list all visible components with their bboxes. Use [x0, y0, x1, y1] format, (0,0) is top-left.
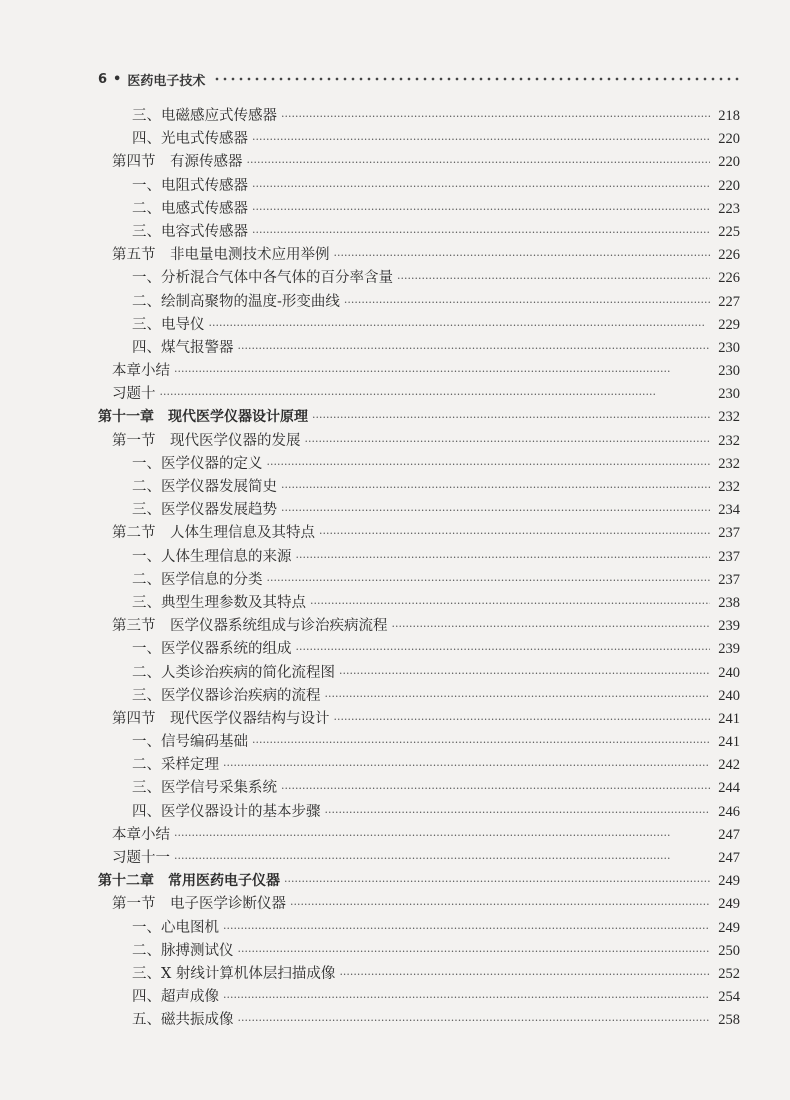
- toc-entry-page: 241: [718, 734, 740, 751]
- toc-entry-page: 232: [718, 455, 740, 472]
- header-dot-leader: [213, 77, 740, 81]
- dot-leader: [252, 221, 710, 244]
- dot-leader: [247, 151, 711, 174]
- toc-subsection-entry: [98, 198, 740, 221]
- toc-entry-page: 226: [718, 247, 740, 264]
- toc-entry-label: 第十一章 现代医学仪器设计原理: [98, 409, 308, 426]
- toc-entry-label: 二、人类诊治疾病的简化流程图: [132, 664, 335, 681]
- toc-entry-page: 247: [718, 850, 740, 866]
- toc-subsection-entry: [98, 476, 740, 499]
- toc-entry-label: 三、X 射线计算机体层扫描成像: [132, 965, 336, 982]
- toc-entry-label: 二、医学信息的分类: [132, 571, 263, 588]
- dot-leader: [339, 963, 710, 986]
- toc-subsection-entry: [98, 685, 740, 708]
- toc-subsection-entry: [98, 731, 740, 754]
- toc-section-entry: [98, 360, 740, 383]
- toc-subsection-entry: [98, 592, 740, 615]
- toc-subsection-entry: [98, 546, 740, 569]
- toc-entry-label: 四、煤气报警器: [132, 339, 234, 356]
- toc-subsection-entry: [98, 1009, 740, 1032]
- toc-entry-page: 258: [718, 1012, 740, 1029]
- toc-entry-page: 220: [718, 177, 740, 194]
- toc-entry-label: 二、采样定理: [132, 757, 219, 774]
- dot-leader: [319, 522, 710, 545]
- dot-leader: [174, 360, 710, 383]
- toc-entry-label: 一、信号编码基础: [132, 734, 248, 751]
- dot-leader: [339, 662, 710, 685]
- toc-entry-page: 238: [718, 594, 740, 611]
- toc-entry-page: 241: [718, 710, 740, 727]
- toc-subsection-entry: [98, 777, 740, 800]
- toc-entry-label: 本章小结: [112, 826, 170, 843]
- table-of-contents: [98, 105, 740, 1033]
- toc-entry-label: 一、人体生理信息的来源: [132, 548, 292, 565]
- dot-leader: [281, 105, 710, 128]
- toc-entry-label: 第四节 有源传感器: [112, 154, 243, 171]
- toc-entry-page: 246: [718, 803, 740, 820]
- toc-entry-page: 230: [718, 386, 740, 403]
- dot-leader: [344, 291, 710, 314]
- toc-section-entry: [98, 383, 740, 406]
- toc-entry-label: 二、医学仪器发展简史: [132, 479, 277, 495]
- toc-subsection-entry: [98, 986, 740, 1009]
- toc-entry-label: 三、医学仪器诊治疾病的流程: [132, 687, 321, 704]
- toc-subsection-entry: [98, 499, 740, 522]
- toc-entry-label: 一、心电图机: [132, 919, 219, 936]
- toc-entry-label: 第一节 现代医学仪器的发展: [112, 432, 301, 449]
- toc-section-entry: [98, 847, 740, 870]
- toc-entry-page: 240: [718, 687, 740, 704]
- dot-leader: [238, 337, 711, 360]
- toc-entry-page: 223: [718, 200, 740, 217]
- toc-entry-page: 229: [718, 316, 740, 333]
- toc-entry-label: 一、分析混合气体中各气体的百分率含量: [132, 270, 393, 287]
- toc-entry-page: 225: [718, 223, 740, 240]
- toc-subsection-entry: [98, 175, 740, 198]
- toc-entry-label: 第五节 非电量电测技术应用举例: [112, 247, 330, 264]
- dot-leader: [174, 824, 710, 847]
- toc-entry-label: 三、电磁感应式传感器: [132, 108, 277, 124]
- dot-leader: [252, 175, 710, 198]
- toc-entry-label: 二、电感式传感器: [132, 200, 248, 217]
- toc-subsection-entry: [98, 940, 740, 963]
- dot-leader: [281, 476, 710, 499]
- toc-entry-label: 一、电阻式传感器: [132, 177, 248, 194]
- toc-entry-page: 230: [718, 339, 740, 356]
- toc-section-entry: [98, 708, 740, 731]
- dot-leader: [252, 128, 710, 151]
- toc-subsection-entry: [98, 662, 740, 685]
- dot-leader: [281, 777, 710, 800]
- toc-subsection-entry: [98, 314, 740, 337]
- dot-leader: [397, 267, 710, 290]
- toc-subsection-entry: [98, 801, 740, 824]
- toc-entry-label: 第二节 人体生理信息及其特点: [112, 525, 315, 542]
- toc-entry-page: 239: [718, 618, 740, 635]
- toc-subsection-entry: [98, 128, 740, 151]
- toc-subsection-entry: [98, 291, 740, 314]
- toc-entry-page: 237: [718, 548, 740, 565]
- toc-entry-page: 242: [718, 757, 740, 774]
- toc-entry-label: 第十二章 常用医药电子仪器: [98, 873, 280, 890]
- toc-entry-label: 二、绘制高聚物的温度-形变曲线: [132, 293, 340, 310]
- dot-leader: [325, 685, 711, 708]
- toc-entry-page: 232: [718, 432, 740, 449]
- dot-leader: [325, 801, 711, 824]
- toc-section-entry: [98, 430, 740, 453]
- dot-leader: [290, 893, 710, 916]
- toc-entry-label: 三、典型生理参数及其特点: [132, 594, 306, 611]
- toc-entry-label: 第三节 医学仪器系统组成与诊治疾病流程: [112, 618, 388, 635]
- dot-leader: [223, 754, 710, 777]
- toc-entry-page: 244: [718, 780, 740, 797]
- toc-subsection-entry: [98, 453, 740, 476]
- toc-subsection-entry: [98, 917, 740, 940]
- dot-leader: [312, 406, 710, 429]
- dot-leader: [209, 314, 711, 337]
- toc-entry-label: 第一节 电子医学诊断仪器: [112, 896, 286, 913]
- toc-entry-page: 220: [718, 131, 740, 148]
- toc-entry-page: 218: [718, 108, 740, 124]
- toc-entry-label: 四、超声成像: [132, 989, 219, 1006]
- page-number: 6: [98, 71, 108, 87]
- toc-entry-page: 232: [718, 409, 740, 426]
- toc-entry-page: 240: [718, 664, 740, 681]
- toc-entry-page: 247: [718, 826, 740, 843]
- toc-subsection-entry: [98, 638, 740, 661]
- dot-leader: [310, 592, 710, 615]
- toc-section-entry: [98, 615, 740, 638]
- toc-section-entry: [98, 893, 740, 916]
- dot-leader: [305, 430, 711, 453]
- toc-entry-page: 234: [718, 502, 740, 519]
- toc-entry-page: 227: [718, 293, 740, 310]
- dot-leader: [252, 731, 710, 754]
- toc-subsection-entry: [98, 337, 740, 360]
- dot-leader: [160, 383, 711, 406]
- dot-leader: [334, 244, 711, 267]
- toc-entry-label: 一、医学仪器系统的组成: [132, 641, 292, 658]
- toc-entry-page: 237: [718, 571, 740, 588]
- toc-section-entry: [98, 244, 740, 267]
- dot-leader: [267, 569, 711, 592]
- toc-section-entry: [98, 824, 740, 847]
- toc-entry-label: 三、电容式传感器: [132, 223, 248, 240]
- toc-subsection-entry: [98, 267, 740, 290]
- dot-leader: [284, 870, 710, 893]
- toc-entry-page: 220: [718, 154, 740, 171]
- dot-leader: [174, 847, 710, 870]
- toc-entry-label: 五、磁共振成像: [132, 1012, 234, 1029]
- toc-entry-page: 239: [718, 641, 740, 658]
- dot-leader: [223, 917, 710, 940]
- dot-leader: [252, 198, 710, 221]
- toc-entry-label: 二、脉搏测试仪: [132, 942, 234, 959]
- toc-section-entry: [98, 522, 740, 545]
- dot-leader: [334, 708, 711, 731]
- toc-entry-label: 四、光电式传感器: [132, 131, 248, 148]
- toc-entry-page: 249: [718, 896, 740, 913]
- toc-subsection-entry: [98, 569, 740, 592]
- toc-entry-page: 226: [718, 270, 740, 287]
- toc-entry-label: 四、医学仪器设计的基本步骤: [132, 803, 321, 820]
- toc-entry-label: 本章小结: [112, 363, 170, 380]
- toc-subsection-entry: [98, 963, 740, 986]
- toc-section-entry: [98, 151, 740, 174]
- toc-entry-label: 三、电导仪: [132, 316, 205, 333]
- dot-leader: [296, 546, 711, 569]
- toc-chapter-entry: [98, 406, 740, 429]
- dot-leader: [392, 615, 711, 638]
- dot-leader: [267, 453, 711, 476]
- toc-entry-page: 230: [718, 363, 740, 380]
- book-title: 医药电子技术: [127, 73, 206, 89]
- dot-leader: [238, 940, 711, 963]
- running-header: [98, 68, 740, 90]
- toc-entry-page: 249: [718, 873, 740, 890]
- toc-subsection-entry: [98, 754, 740, 777]
- toc-entry-page: 249: [718, 919, 740, 936]
- toc-entry-label: 第四节 现代医学仪器结构与设计: [112, 710, 330, 727]
- toc-entry-label: 三、医学仪器发展趋势: [132, 502, 277, 519]
- dot-leader: [281, 499, 710, 522]
- toc-entry-page: 237: [718, 525, 740, 542]
- toc-entry-label: 习题十: [112, 386, 156, 403]
- dot-leader: [223, 986, 710, 1009]
- dot-leader: [238, 1009, 711, 1032]
- toc-entry-label: 习题十一: [112, 850, 170, 866]
- toc-entry-page: 250: [718, 942, 740, 959]
- toc-subsection-entry: [98, 105, 740, 128]
- dot-leader: [296, 638, 711, 661]
- toc-entry-page: 232: [718, 479, 740, 495]
- toc-entry-label: 三、医学信号采集系统: [132, 780, 277, 797]
- toc-entry-page: 254: [718, 989, 740, 1006]
- toc-entry-label: 一、医学仪器的定义: [132, 455, 263, 472]
- toc-entry-page: 252: [718, 965, 740, 982]
- toc-chapter-entry: [98, 870, 740, 893]
- toc-subsection-entry: [98, 221, 740, 244]
- header-bullet: •: [113, 71, 122, 87]
